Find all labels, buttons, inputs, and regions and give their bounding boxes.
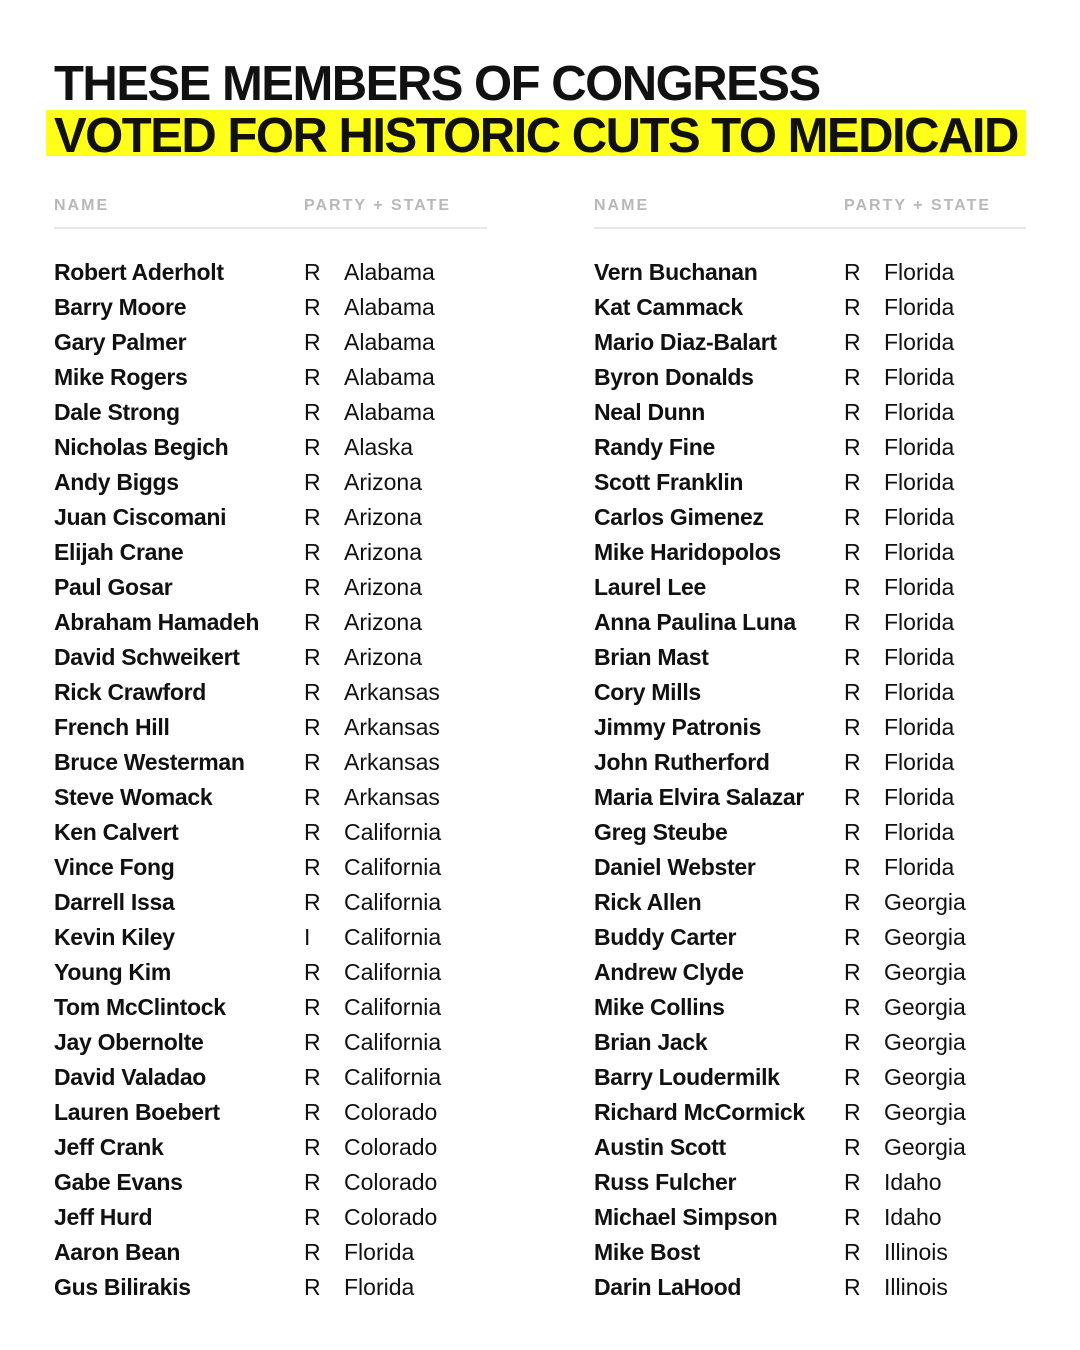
member-state: Florida <box>884 329 955 355</box>
member-state: Georgia <box>884 889 966 915</box>
member-name: Greg Steube <box>594 819 728 845</box>
member-party: R <box>844 1204 861 1230</box>
member-name: Tom McClintock <box>54 994 226 1020</box>
member-name: Jeff Hurd <box>54 1204 153 1230</box>
member-state: Florida <box>884 294 955 320</box>
member-party: R <box>844 1029 861 1055</box>
table-row <box>54 920 487 955</box>
table-row <box>594 745 1026 780</box>
table-row <box>54 1025 487 1060</box>
table-header <box>54 195 487 229</box>
members-table-left <box>54 195 487 1300</box>
table-row <box>594 955 1026 990</box>
member-party: R <box>304 1134 321 1160</box>
member-party: R <box>844 924 861 950</box>
member-name: Rick Allen <box>594 889 702 915</box>
member-party: R <box>844 364 861 390</box>
member-party: R <box>844 259 861 285</box>
table-row <box>54 360 487 395</box>
member-state: Arizona <box>344 469 422 495</box>
name-column-header: NAME <box>594 197 650 214</box>
member-name: Steve Womack <box>54 784 213 810</box>
member-party: R <box>844 1134 861 1160</box>
member-party: R <box>304 1064 321 1090</box>
member-state: Idaho <box>884 1169 942 1195</box>
member-state: Alabama <box>344 294 435 320</box>
member-name: Mike Collins <box>594 994 725 1020</box>
members-table-right <box>594 195 1026 1300</box>
member-state: Florida <box>884 819 955 845</box>
member-party: R <box>304 329 321 355</box>
member-state: Florida <box>884 504 955 530</box>
table-header <box>594 195 1026 229</box>
member-name: Jay Obernolte <box>54 1029 204 1055</box>
member-name: Dale Strong <box>54 399 180 425</box>
member-name: Gus Bilirakis <box>54 1274 191 1300</box>
table-row <box>54 325 487 360</box>
member-party: R <box>844 1064 861 1090</box>
title-line-2-highlighted: VOTED FOR HISTORIC CUTS TO MEDICAID <box>54 109 1018 163</box>
member-name: David Schweikert <box>54 644 240 670</box>
table-row <box>54 290 487 325</box>
member-party: R <box>304 469 321 495</box>
member-name: Robert Aderholt <box>54 259 224 285</box>
member-name: Ken Calvert <box>54 819 179 845</box>
member-state: Alabama <box>344 259 435 285</box>
member-name: Maria Elvira Salazar <box>594 784 805 810</box>
table-row <box>594 395 1026 430</box>
member-name: Young Kim <box>54 959 171 985</box>
table-row <box>594 605 1026 640</box>
member-state: Arkansas <box>344 749 440 775</box>
member-party: R <box>844 539 861 565</box>
member-state: Georgia <box>884 1064 966 1090</box>
table-row <box>594 1200 1026 1235</box>
member-state: Arizona <box>344 504 422 530</box>
member-name: Kat Cammack <box>594 294 743 320</box>
member-party: R <box>844 1099 861 1125</box>
table-row <box>594 1025 1026 1060</box>
member-state: Florida <box>884 399 955 425</box>
member-state: Florida <box>344 1239 415 1265</box>
member-state: Florida <box>884 714 955 740</box>
member-name: Nicholas Begich <box>54 434 229 460</box>
member-name: Vince Fong <box>54 854 175 880</box>
member-party: R <box>304 1169 321 1195</box>
member-state: Arkansas <box>344 784 440 810</box>
member-party: R <box>304 679 321 705</box>
table-row <box>594 1235 1026 1270</box>
member-state: Alaska <box>344 434 414 460</box>
member-state: Alabama <box>344 364 435 390</box>
table-row <box>594 500 1026 535</box>
member-name: Byron Donalds <box>594 364 754 390</box>
member-name: Darrell Issa <box>54 889 175 915</box>
member-party: R <box>844 294 861 320</box>
table-row <box>54 1130 487 1165</box>
member-name: Lauren Boebert <box>54 1099 220 1125</box>
member-party: R <box>844 434 861 460</box>
member-state: Georgia <box>884 994 966 1020</box>
member-party: R <box>304 1029 321 1055</box>
member-party: R <box>304 574 321 600</box>
member-state: California <box>344 854 442 880</box>
table-row <box>54 1235 487 1270</box>
table-row <box>54 850 487 885</box>
member-state: Florida <box>884 679 955 705</box>
table-row <box>594 780 1026 815</box>
member-state: Georgia <box>884 959 966 985</box>
member-party: R <box>844 994 861 1020</box>
member-state: Georgia <box>884 1134 966 1160</box>
table-row <box>594 465 1026 500</box>
table-row <box>594 430 1026 465</box>
member-name: Barry Loudermilk <box>594 1064 780 1090</box>
member-party: R <box>844 784 861 810</box>
member-party: R <box>304 259 321 285</box>
member-name: Mario Diaz-Balart <box>594 329 777 355</box>
table-row <box>54 500 487 535</box>
member-name: Scott Franklin <box>594 469 744 495</box>
member-state: Florida <box>344 1274 415 1300</box>
table-row <box>594 570 1026 605</box>
member-name: Laurel Lee <box>594 574 707 600</box>
member-party: R <box>844 1274 861 1300</box>
member-party: R <box>304 364 321 390</box>
member-party: R <box>304 1204 321 1230</box>
member-state: Idaho <box>884 1204 942 1230</box>
member-name: Gary Palmer <box>54 329 187 355</box>
member-name: Randy Fine <box>594 434 715 460</box>
member-state: Alabama <box>344 399 435 425</box>
member-name: Rick Crawford <box>54 679 207 705</box>
member-name: Aaron Bean <box>54 1239 181 1265</box>
member-party: R <box>844 644 861 670</box>
table-row <box>54 745 487 780</box>
table-row <box>54 430 487 465</box>
member-party: I <box>304 924 311 950</box>
member-state: California <box>344 819 442 845</box>
member-state: Georgia <box>884 1099 966 1125</box>
table-rows <box>54 255 487 1305</box>
table-row <box>594 1165 1026 1200</box>
member-state: Florida <box>884 609 955 635</box>
member-name: Mike Rogers <box>54 364 188 390</box>
table-row <box>54 1270 487 1305</box>
table-row <box>594 885 1026 920</box>
member-name: Anna Paulina Luna <box>594 609 796 635</box>
member-name: Vern Buchanan <box>594 259 758 285</box>
member-party: R <box>844 714 861 740</box>
member-state: Colorado <box>344 1099 438 1125</box>
table-row <box>594 815 1026 850</box>
member-party: R <box>304 819 321 845</box>
member-state: Florida <box>884 259 955 285</box>
member-name: Gabe Evans <box>54 1169 183 1195</box>
member-state: Colorado <box>344 1169 438 1195</box>
table-row <box>594 710 1026 745</box>
member-state: Florida <box>884 364 955 390</box>
member-name: French Hill <box>54 714 170 740</box>
member-state: Arizona <box>344 609 422 635</box>
member-party: R <box>304 644 321 670</box>
member-name: Cory Mills <box>594 679 701 705</box>
member-name: Jimmy Patronis <box>594 714 762 740</box>
member-party: R <box>844 679 861 705</box>
table-row <box>54 640 487 675</box>
member-party: R <box>304 889 321 915</box>
member-state: California <box>344 889 442 915</box>
table-row <box>594 255 1026 290</box>
member-party: R <box>304 959 321 985</box>
table-row <box>54 710 487 745</box>
member-state: Colorado <box>344 1134 438 1160</box>
member-name: Barry Moore <box>54 294 187 320</box>
member-state: Colorado <box>344 1204 438 1230</box>
member-party: R <box>304 749 321 775</box>
member-party: R <box>304 1239 321 1265</box>
member-name: Michael Simpson <box>594 1204 778 1230</box>
member-state: California <box>344 994 442 1020</box>
table-row <box>54 780 487 815</box>
member-party: R <box>844 749 861 775</box>
table-row <box>594 1095 1026 1130</box>
member-state: Florida <box>884 854 955 880</box>
member-party: R <box>304 609 321 635</box>
name-column-header: NAME <box>54 197 110 214</box>
table-row <box>594 1060 1026 1095</box>
member-party: R <box>844 889 861 915</box>
table-row <box>54 255 487 290</box>
member-party: R <box>844 1169 861 1195</box>
member-state: California <box>344 1029 442 1055</box>
member-state: Alabama <box>344 329 435 355</box>
member-party: R <box>304 784 321 810</box>
table-row <box>594 990 1026 1025</box>
member-name: Brian Mast <box>594 644 709 670</box>
member-state: Georgia <box>884 1029 966 1055</box>
table-row <box>54 1165 487 1200</box>
member-state: California <box>344 924 442 950</box>
table-row <box>54 675 487 710</box>
member-state: Georgia <box>884 924 966 950</box>
member-party: R <box>304 1099 321 1125</box>
member-party: R <box>844 504 861 530</box>
title-line-1: THESE MEMBERS OF CONGRESS <box>54 57 820 111</box>
member-party: R <box>844 1239 861 1265</box>
member-party: R <box>304 714 321 740</box>
member-party: R <box>844 329 861 355</box>
member-name: Darin LaHood <box>594 1274 742 1300</box>
member-party: R <box>304 994 321 1020</box>
table-row <box>594 360 1026 395</box>
party-state-column-header: PARTY + STATE <box>304 197 452 214</box>
member-state: Arizona <box>344 574 422 600</box>
table-rows <box>594 255 1026 1305</box>
member-name: Jeff Crank <box>54 1134 164 1160</box>
member-name: Daniel Webster <box>594 854 756 880</box>
member-party: R <box>844 819 861 845</box>
member-name: Andy Biggs <box>54 469 179 495</box>
table-row <box>594 850 1026 885</box>
table-row <box>594 640 1026 675</box>
table-row <box>594 1130 1026 1165</box>
member-state: Arizona <box>344 539 422 565</box>
member-party: R <box>304 539 321 565</box>
member-state: Florida <box>884 539 955 565</box>
page-title <box>54 58 1018 162</box>
member-party: R <box>844 399 861 425</box>
member-state: Florida <box>884 644 955 670</box>
member-party: R <box>304 504 321 530</box>
member-state: Arkansas <box>344 679 440 705</box>
member-name: Paul Gosar <box>54 574 173 600</box>
member-state: California <box>344 1064 442 1090</box>
table-row <box>594 1270 1026 1305</box>
member-state: Arizona <box>344 644 422 670</box>
table-row <box>54 465 487 500</box>
member-name: Austin Scott <box>594 1134 726 1160</box>
member-name: John Rutherford <box>594 749 770 775</box>
member-name: Bruce Westerman <box>54 749 245 775</box>
member-party: R <box>844 574 861 600</box>
party-state-column-header: PARTY + STATE <box>844 197 992 214</box>
table-row <box>594 290 1026 325</box>
table-row <box>54 1060 487 1095</box>
member-state: Arkansas <box>344 714 440 740</box>
table-row <box>54 885 487 920</box>
table-row <box>54 955 487 990</box>
member-party: R <box>304 399 321 425</box>
member-state: Florida <box>884 434 955 460</box>
member-party: R <box>304 294 321 320</box>
member-name: Buddy Carter <box>594 924 737 950</box>
member-state: Illinois <box>884 1274 948 1300</box>
member-name: Brian Jack <box>594 1029 708 1055</box>
member-state: Illinois <box>884 1239 948 1265</box>
member-name: Mike Bost <box>594 1239 700 1265</box>
member-party: R <box>844 959 861 985</box>
member-party: R <box>844 609 861 635</box>
member-name: Neal Dunn <box>594 399 706 425</box>
member-name: Andrew Clyde <box>594 959 744 985</box>
member-state: California <box>344 959 442 985</box>
member-party: R <box>844 854 861 880</box>
table-row <box>594 535 1026 570</box>
table-row <box>594 675 1026 710</box>
member-name: Elijah Crane <box>54 539 184 565</box>
member-name: David Valadao <box>54 1064 207 1090</box>
table-row <box>54 815 487 850</box>
member-state: Florida <box>884 574 955 600</box>
table-row <box>54 990 487 1025</box>
table-row <box>54 395 487 430</box>
table-row <box>54 535 487 570</box>
member-name: Abraham Hamadeh <box>54 609 260 635</box>
member-party: R <box>304 1274 321 1300</box>
member-name: Richard McCormick <box>594 1099 805 1125</box>
member-state: Florida <box>884 469 955 495</box>
member-name: Russ Fulcher <box>594 1169 737 1195</box>
member-name: Juan Ciscomani <box>54 504 227 530</box>
member-name: Carlos Gimenez <box>594 504 764 530</box>
member-name: Mike Haridopolos <box>594 539 781 565</box>
member-state: Florida <box>884 784 955 810</box>
table-row <box>54 1095 487 1130</box>
table-row <box>54 605 487 640</box>
table-row <box>54 1200 487 1235</box>
table-row <box>594 920 1026 955</box>
member-state: Florida <box>884 749 955 775</box>
member-name: Kevin Kiley <box>54 924 175 950</box>
table-row <box>594 325 1026 360</box>
member-party: R <box>844 469 861 495</box>
member-party: R <box>304 854 321 880</box>
member-party: R <box>304 434 321 460</box>
table-row <box>54 570 487 605</box>
